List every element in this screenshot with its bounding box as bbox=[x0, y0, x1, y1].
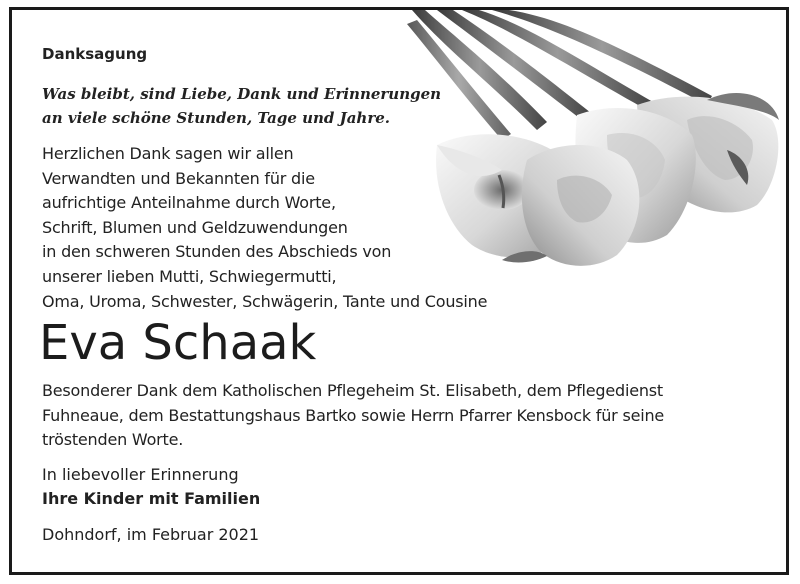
motto-line: an viele schöne Stunden, Tage und Jahre. bbox=[42, 109, 390, 127]
heading: Danksagung bbox=[42, 45, 148, 63]
thanks-paragraph bbox=[42, 142, 487, 314]
special-thanks-line: Besonderer Dank dem Katholischen Pflegeheim St. Elisabeth, dem Pflegedienst bbox=[42, 381, 664, 400]
closing bbox=[42, 463, 260, 511]
motto-line: Was bleibt, sind Liebe, Dank und Erinnerungen bbox=[42, 85, 442, 103]
thanks-line: Oma, Uroma, Schwester, Schwägerin, Tante und Cousine bbox=[42, 291, 488, 311]
obituary-card bbox=[9, 7, 789, 575]
special-thanks-line: tröstenden Worte. bbox=[42, 430, 184, 449]
place-date: Dohndorf, im Februar 2021 bbox=[42, 525, 260, 544]
special-thanks-line: Fuhneaue, dem Bestattungshaus Bartko sowie Herrn Pfarrer Kensbock für seine bbox=[42, 405, 665, 425]
thanks-line: Herzlichen Dank sagen wir allen bbox=[42, 144, 294, 163]
closing-line: In liebevoller Erinnerung bbox=[42, 465, 239, 484]
thanks-line: Schrift, Blumen und Geldzuwendungen bbox=[42, 217, 348, 237]
signature: Ihre Kinder mit Familien bbox=[42, 489, 261, 508]
thanks-line: Verwandten und Bekannten für die bbox=[42, 168, 315, 188]
motto bbox=[42, 82, 441, 130]
deceased-name: Eva Schaak bbox=[39, 315, 317, 371]
thanks-line: aufrichtige Anteilnahme durch Worte, bbox=[42, 193, 336, 213]
special-thanks-paragraph bbox=[42, 379, 664, 453]
thanks-line: in den schweren Stunden des Abschieds von bbox=[42, 242, 392, 262]
thanks-line: unserer lieben Mutti, Schwiegermutti, bbox=[42, 266, 337, 286]
